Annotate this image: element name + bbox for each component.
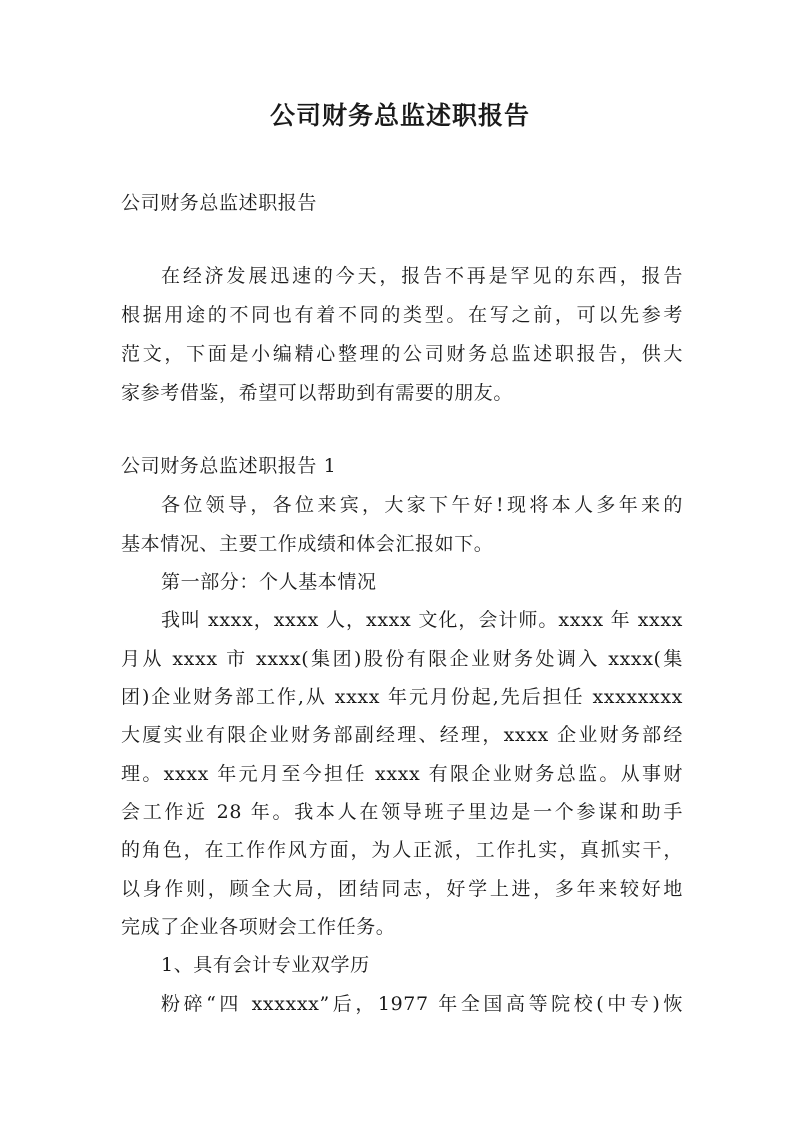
intro-line: 家参考借鉴，希望可以帮助到有需要的朋友。	[121, 382, 514, 404]
bio-line: 大厦实业有限企业财务部副经理、经理，xxxx 企业财务部经	[121, 724, 683, 746]
bio-line: 以身作则，顾全大局，团结同志，好学上进，多年来较好地	[121, 878, 683, 900]
bio-line: 月从 xxxx 市 xxxx(集团)股份有限企业财务处调入 xxxx(集	[121, 648, 683, 670]
section-heading: 公司财务总监述职报告 1	[121, 455, 337, 477]
bio-line: 理。xxxx 年元月至今担任 xxxx 有限企业财务总监。从事财	[121, 763, 683, 785]
bio-line: 的角色，在工作作风方面，为人正派，工作扎实，真抓实干，	[121, 839, 683, 861]
intro-line: 范文，下面是小编精心整理的公司财务总监述职报告，供大	[121, 343, 683, 365]
greeting-line: 基本情况、主要工作成绩和体会汇报如下。	[121, 533, 494, 555]
body-line: 粉碎“四 xxxxxx”后，1977 年全国高等院校(中专)恢	[161, 993, 683, 1015]
intro-line: 在经济发展迅速的今天，报告不再是罕见的东西，报告	[161, 265, 683, 287]
bio-line: 团)企业财务部工作,从 xxxx 年元月份起,先后担任 xxxxxxxx	[121, 686, 683, 708]
bio-line: 我叫 xxxx，xxxx 人，xxxx 文化，会计师。xxxx 年 xxxx	[161, 609, 683, 631]
intro-line: 根据用途的不同也有着不同的类型。在写之前，可以先参考	[121, 304, 683, 326]
greeting-line: 各位领导，各位来宾，大家下午好!现将本人多年来的	[161, 494, 683, 516]
bio-line: 完成了企业各项财会工作任务。	[121, 916, 396, 938]
point-heading: 1、具有会计专业双学历	[161, 954, 370, 976]
bio-line: 会工作近 28 年。我本人在领导班子里边是一个参谋和助手	[121, 801, 683, 823]
document-title: 公司财务总监述职报告	[269, 101, 530, 130]
document-subtitle: 公司财务总监述职报告	[121, 192, 318, 214]
part-heading: 第一部分：个人基本情况	[161, 571, 377, 593]
